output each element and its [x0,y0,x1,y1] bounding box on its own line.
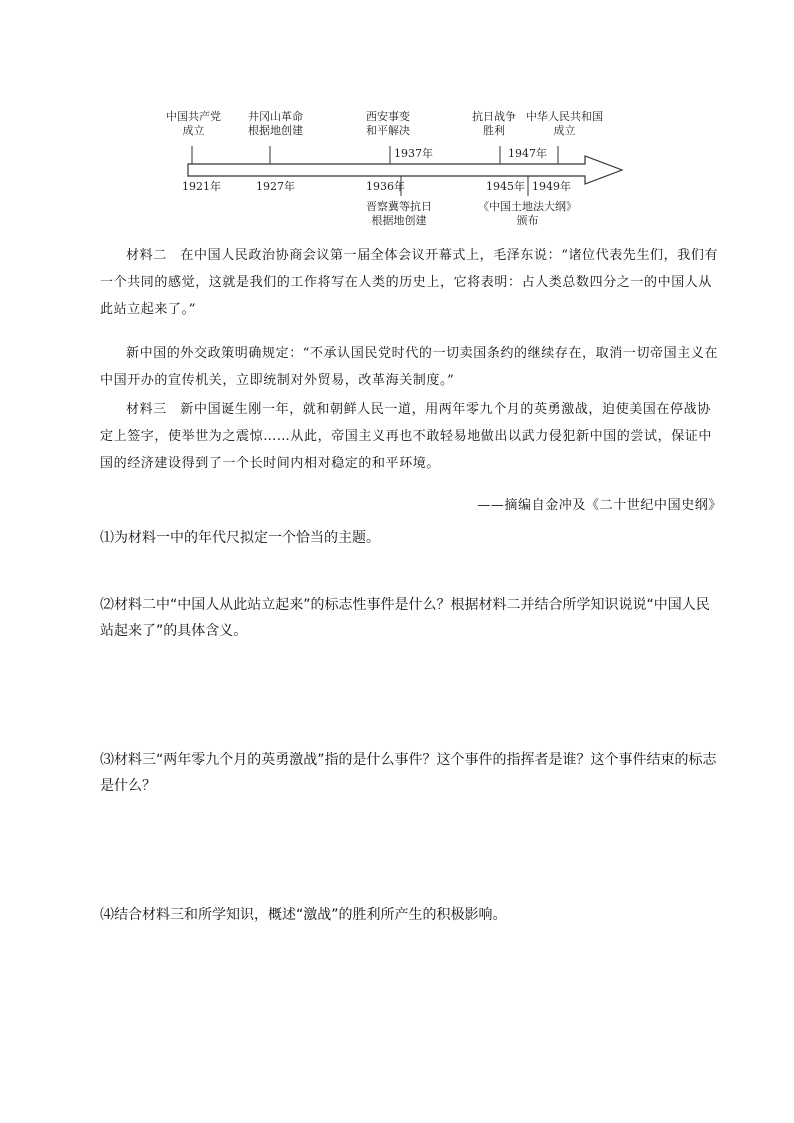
year-1947: 1947年 [508,147,547,160]
question-2: ⑵材料二中“中国人从此站立起来”的标志性事件是什么？根据材料二并结合所学知识说说“中国人民站起来了”的具体含义。 [100,597,710,639]
material-2-paragraph-1: 材料二 在中国人民政治协商会议第一届全体会议开幕式上，毛泽东说：“诸位代表先生们，我们有一个共同的感觉，这就是我们的工作将写在人类的历史上，它将表明：占人类总数四分之一的中国人从此站立起来了。” [100,248,719,317]
year-1949: 1949年 [532,180,571,193]
question-1: ⑴为材料一中的年代尺拟定一个恰当的主题。 [100,530,380,546]
year-1921: 1921年 [182,180,221,193]
event-label-1921: 中国共产党 成立 [166,110,221,137]
event-label-1937: 西安事变 和平解决 [366,110,410,137]
event-label-1949: 中华人民共和国 成立 [526,110,603,137]
year-1945: 1945年 [486,180,525,193]
event-label-1945: 抗日战争 胜利 [472,110,516,137]
material-3-source: ——摘编自金冲及《二十世纪中国史纲》 [477,498,722,513]
question-3: ⑶材料三“两年零九个月的英勇激战”指的是什么事件？这个事件的指挥者是谁？这个事件结束的标志是什么？ [100,752,717,794]
material-3-paragraph: 材料三 新中国诞生刚一年，就和朝鲜人民一道，用两年零九个月的英勇激战，迫使美国在停战协定上签字，使举世为之震惊……从此，帝国主义再也不敢轻易地做出以武力侵犯新中国的尝试，保证中国的经济建设得到了一个长时间内相对稳定的和平环境。 [100,402,713,471]
year-1937: 1937年 [394,147,433,160]
year-1927: 1927年 [256,180,295,193]
question-4: ⑷结合材料三和所学知识，概述“激战”的胜利所产生的积极影响。 [100,907,507,923]
material-2-paragraph-2: 新中国的外交政策明确规定：“不承认国民党时代的一切卖国条约的继续存在，取消一切帝国主义在中国开办的宣传机关，立即统制对外贸易，改革海关制度。” [100,346,719,388]
timeline-figure [160,100,640,240]
event-label-1947: 《中国土地法大纲》 颁布 [478,200,577,227]
year-1936: 1936年 [366,180,405,193]
event-label-1927: 井冈山革命 根据地创建 [248,110,303,137]
event-label-1936: 晋察冀等抗日 根据地创建 [366,200,432,227]
